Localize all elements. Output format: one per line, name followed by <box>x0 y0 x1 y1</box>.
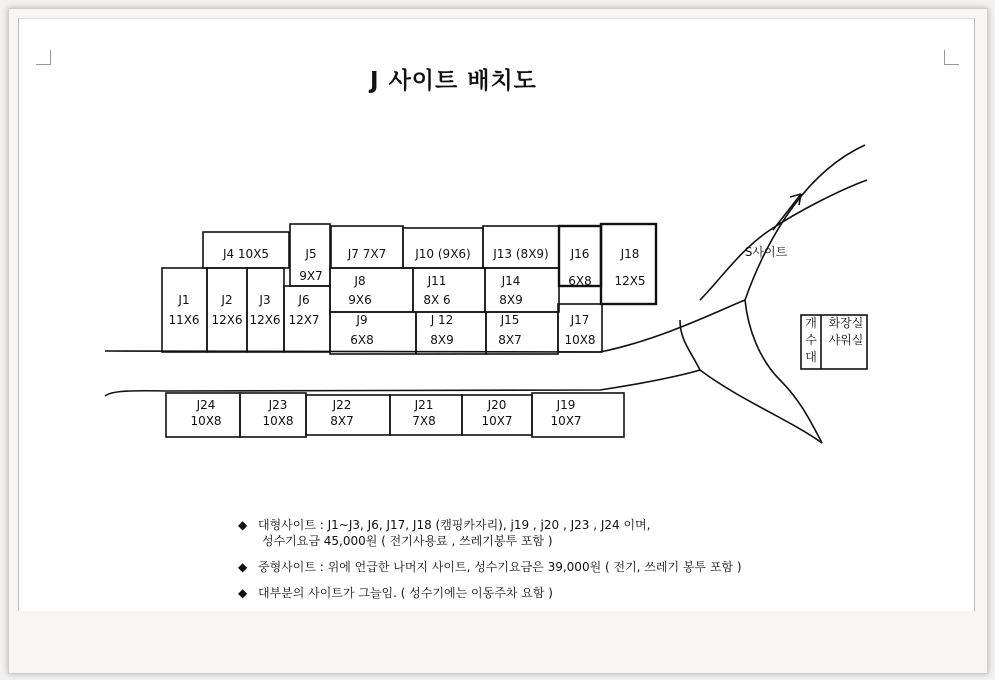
site-size-label: 8X9 <box>430 333 454 347</box>
site-label: J8 <box>354 274 366 288</box>
note-text: 중형사이트 : 위에 언급한 나머지 사이트, 성수기요금은 39,000원 ( 전기, 쓰레기 봉투 포함 ) <box>258 560 742 574</box>
note-text: 대부분의 사이트가 그늘임. ( 성수기에는 이동주차 요함 ) <box>258 586 553 600</box>
site-size-label: 8X 6 <box>423 293 451 307</box>
site-size-label: 7X8 <box>412 414 436 428</box>
site-label: J14 <box>501 274 521 288</box>
site-size-label: 12X6 <box>211 313 243 327</box>
direction-arrow-icon <box>773 194 801 230</box>
site-label: J19 <box>556 398 576 412</box>
page-title: J 사이트 배치도 <box>370 68 537 94</box>
site-size-label: 12X5 <box>614 274 646 288</box>
site-size-label: 10X8 <box>190 414 222 428</box>
diamond-bullet-icon: ◆ <box>238 560 248 574</box>
road-lower-connector <box>680 320 700 370</box>
site-size-label: 6X8 <box>350 333 374 347</box>
site-size-label: 9X7 <box>299 269 323 283</box>
site-size-label: 12X6 <box>249 313 281 327</box>
note-item <box>238 558 742 575</box>
site-box-j2 <box>207 268 247 352</box>
site-label: J3 <box>259 293 271 307</box>
site-size-label: 11X6 <box>168 313 200 327</box>
site-label: J21 <box>414 398 434 412</box>
site-label: J15 <box>500 313 520 327</box>
site-label: J11 <box>427 274 447 288</box>
site-size-label: 6X8 <box>568 274 592 288</box>
site-box-j18 <box>601 224 656 304</box>
note-item <box>238 516 650 533</box>
site-label: J7 7X7 <box>347 247 387 261</box>
site-label: J23 <box>268 398 288 412</box>
site-size-label: 10X7 <box>481 414 513 428</box>
site-size-label: 8X7 <box>330 414 354 428</box>
note-text: 성수기요금 45,000원 ( 전기사용료 , 쓰레기봉투 포함 ) <box>262 534 553 548</box>
road-s-curve <box>700 180 867 300</box>
facility-char: 수 <box>805 333 817 347</box>
site-size-label: 12X7 <box>288 313 320 327</box>
site-box-j1 <box>162 268 207 352</box>
site-size-label: 10X7 <box>550 414 582 428</box>
diamond-bullet-icon: ◆ <box>238 586 248 600</box>
site-label: J6 <box>298 293 310 307</box>
site-box-j15 <box>486 312 558 354</box>
site-label: J16 <box>570 247 590 261</box>
site-size-label: 8X7 <box>498 333 522 347</box>
site-label: J 12 <box>430 313 454 327</box>
facility-char: 대 <box>805 350 817 364</box>
site-size-label: 9X6 <box>348 293 372 307</box>
diamond-bullet-icon: ◆ <box>238 518 248 532</box>
site-label: J20 <box>487 398 507 412</box>
facility-label: 샤워실 <box>828 333 864 347</box>
site-label: J9 <box>356 313 368 327</box>
site-label: J17 <box>570 313 590 327</box>
note-text: 대형사이트 : J1~J3, J6, J17, J18 (캠핑카자리), j19 , j20 , J23 , J24 이며, <box>258 518 651 532</box>
s-site-label: S사이트 <box>744 245 788 259</box>
site-label: J2 <box>221 293 233 307</box>
site-label: J5 <box>305 247 317 261</box>
site-size-label: 8X9 <box>499 293 523 307</box>
note-item <box>238 584 553 601</box>
facility-label: 화장실 <box>828 316 864 330</box>
site-label: J4 10X5 <box>222 247 270 261</box>
site-size-label: 10X8 <box>564 333 596 347</box>
site-label: J1 <box>178 293 190 307</box>
facility-char: 개 <box>805 316 817 330</box>
site-label: J10 (9X6) <box>415 247 471 261</box>
site-box-j3 <box>247 268 284 352</box>
site-label: J13 (8X9) <box>493 247 549 261</box>
site-label: J22 <box>332 398 352 412</box>
site-label: J18 <box>620 247 640 261</box>
site-label: J24 <box>196 398 216 412</box>
site-size-label: 10X8 <box>262 414 294 428</box>
